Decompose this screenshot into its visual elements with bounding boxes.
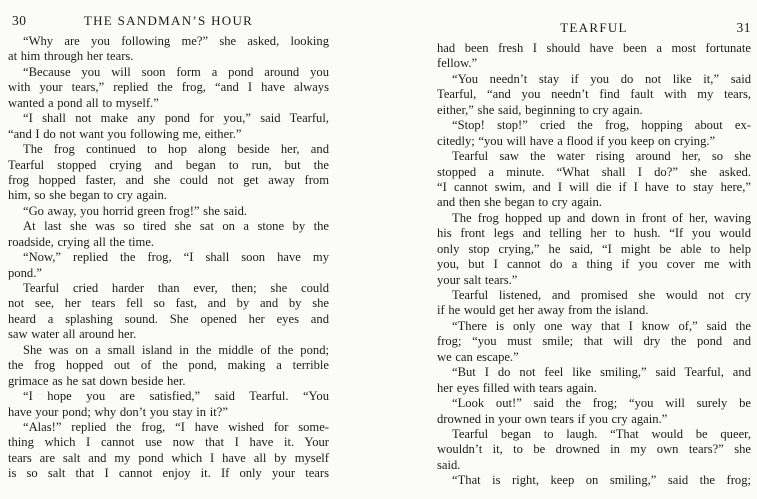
text-line: “Look out!” said the frog; “you will surely be (452, 396, 751, 411)
text-line: “I shall not make any pond for you,” said Tearful, (23, 111, 329, 126)
left-header-title: THE SANDMAN’S HOUR (83, 13, 254, 28)
text-line: we can escape.” (437, 349, 519, 364)
text-line: “But I do not feel like smiling,” said Tearful, and (452, 365, 751, 380)
right-header-title: TEARFUL (560, 20, 628, 35)
text-line: “There is only one way that I know of,” said the (452, 318, 751, 333)
text-line: either,” she said, beginning to cry again. (437, 102, 643, 117)
text-line: “Stop! stop!” cried the frog, hopping about ex- (452, 118, 751, 133)
text-line: She was on a small island in the middle of the pond; (23, 342, 329, 357)
text-line: “You needn’t stay if you do not like it,” said (452, 71, 751, 86)
left-page-number: 30 (12, 13, 27, 28)
text-line: stopped a minute. “What shall I do?” she asked. (437, 164, 751, 179)
left-page-text (8, 34, 329, 482)
text-line: wanted a pond all to myself.” (8, 95, 159, 110)
text-line: his front legs and telling her to hush. “If you would (437, 226, 751, 241)
text-line: you, but I cannot do a thing if you cover me with (437, 257, 751, 272)
text-line: Tearful stopped crying and began to run, but the (8, 157, 329, 172)
right-running-head (437, 20, 751, 37)
text-line: Tearful began to laugh. “That would be queer, (452, 426, 751, 441)
text-line: heard a splashing sound. She opened her eyes and (8, 311, 329, 326)
left-running-head (8, 13, 329, 30)
right-page-text (437, 41, 751, 489)
text-line: tears are salt and my pond which I have all by myself (8, 450, 329, 465)
text-line: the frog hopped out of the pond, making a terrible (8, 358, 329, 373)
text-line: Tearful cried harder than ever, then; she could (23, 281, 329, 295)
text-line: had been fresh I should have been a most fortunate (437, 41, 751, 55)
text-line: “Why are you following me?” she asked, looking (23, 34, 329, 48)
text-line: “Alas!” replied the frog, “I have wished for some- (23, 419, 329, 434)
text-line: The frog hopped up and down in front of her, waving (452, 210, 751, 225)
text-line: pond.” (8, 265, 42, 280)
text-line: “Go away, you horrid green frog!” she said. (23, 203, 248, 218)
text-line: The frog continued to hop along beside her, and (23, 142, 329, 157)
text-line: fellow.” (437, 56, 478, 71)
text-line: said. (437, 457, 461, 472)
text-line: citedly; “you will have a flood if you keep on crying.” (437, 133, 716, 148)
text-line: with your tears,” replied the frog, “and I have always (8, 80, 329, 95)
text-line: At last she was so tired she sat on a stone by the (23, 219, 329, 234)
text-line: your salt tears.” (437, 272, 518, 287)
text-line: roadside, crying all the time. (8, 234, 155, 249)
text-line: saw water all around her. (8, 327, 137, 342)
text-line: “That is right, keep on smiling,” said the frog; (452, 473, 751, 488)
text-line: “and I do not want you following me, either.” (8, 126, 242, 141)
text-line: is so salt that I cannot enjoy it. If only your tears (8, 466, 329, 481)
text-line: have your pond; why don’t you stay in it?” (8, 404, 228, 419)
text-line: her eyes filled with tears again. (437, 380, 597, 395)
text-line: grimace as he sat down beside her. (8, 373, 186, 388)
text-line: “Now,” replied the frog, “I shall soon have my (23, 250, 329, 265)
text-line: if he would get her away from the island. (437, 303, 649, 318)
text-line: at him through her tears. (8, 49, 134, 64)
text-line: Tearful listened, and promised she would not cry (452, 288, 751, 302)
text-line: and then she began to cry again. (437, 195, 602, 210)
text-line: drowned in your own tears if you cry again.” (437, 411, 668, 426)
text-line: Tearful saw the water rising around her, so she (452, 149, 751, 164)
text-line: Tearful, “and you needn’t find fault with my tears, (437, 87, 751, 102)
text-line: “I hope you are satisfied,” said Tearful. “You (23, 389, 329, 404)
text-line: wouldn’t it, to be drowned in my own tears?” she (437, 442, 751, 457)
text-line: “Because you will soon form a pond around you (23, 64, 329, 79)
text-line: him, so she began to cry again. (8, 188, 167, 203)
text-line: frog hopped faster, and she could not get away from (8, 172, 329, 187)
right-page-number: 31 (736, 20, 751, 35)
text-line: only stop crying,” he said, “I might be able to help (437, 241, 751, 256)
right-page (437, 20, 751, 489)
text-line: thing which I cannot use now that I have it. Your (8, 435, 329, 450)
text-line: “I cannot swim, and I will die if I have to stay here,” (437, 179, 751, 194)
text-line: frog; “you must smile; that will dry the pond and (437, 334, 751, 349)
left-page (8, 13, 329, 482)
text-line: not see, her tears fell so fast, and by and by she (8, 296, 329, 311)
